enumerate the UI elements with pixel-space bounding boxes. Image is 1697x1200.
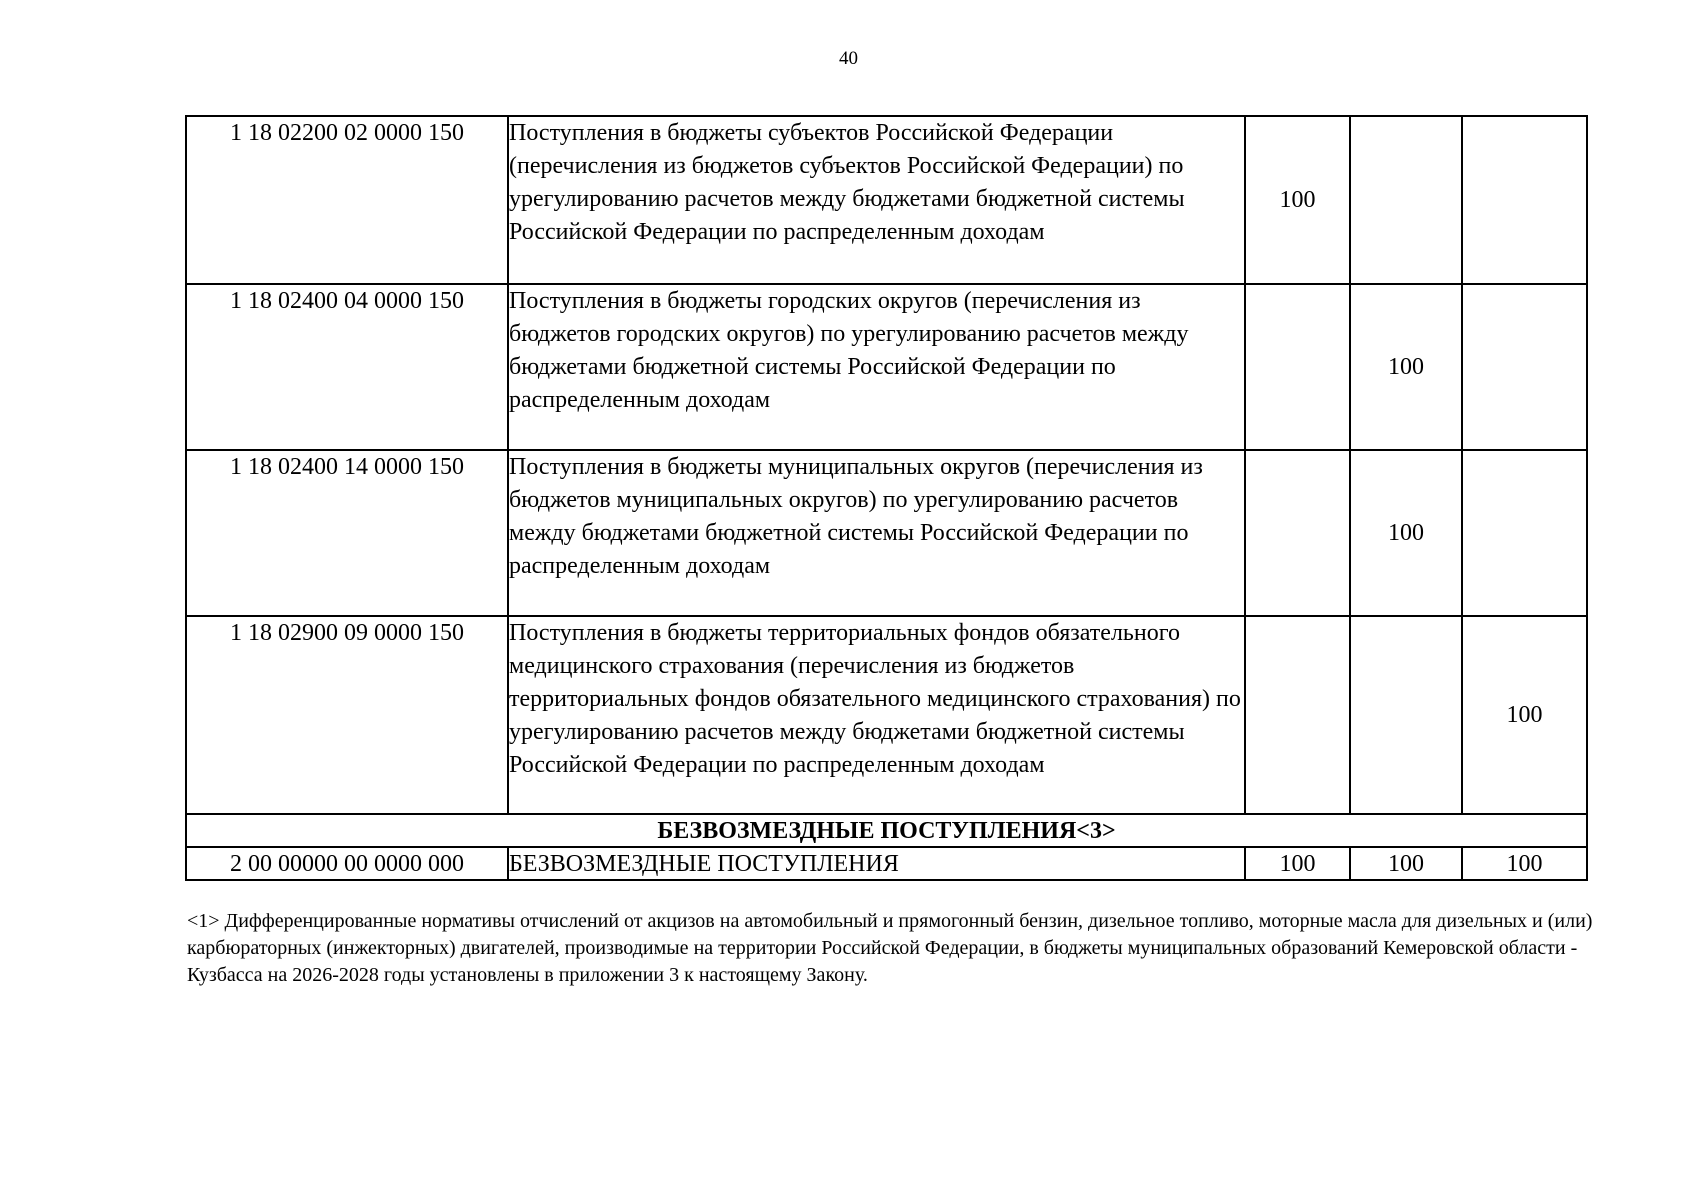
- section-heading-row: [186, 814, 1587, 847]
- revenue-code-cell: 1 18 02900 09 0000 150: [186, 616, 508, 814]
- table-row: [186, 450, 1587, 616]
- value-cell-col2: [1350, 616, 1462, 814]
- revenue-code-cell: 1 18 02400 04 0000 150: [186, 284, 508, 450]
- revenue-description-cell: Поступления в бюджеты городских округов (перечисления из бюджетов городских округов) по урегулированию расчетов между бюджетами бюджетной системы Российской Федерации по распределенным доходам: [508, 284, 1245, 450]
- value-cell-col1: [1245, 284, 1350, 450]
- value-cell-col3: 100: [1462, 616, 1587, 814]
- value-cell-col3: 100: [1462, 847, 1587, 880]
- revenue-code-cell: 1 18 02400 14 0000 150: [186, 450, 508, 616]
- value-cell-col2: 100: [1350, 284, 1462, 450]
- revenue-code-cell: 1 18 02200 02 0000 150: [186, 116, 508, 284]
- value-cell-col1: [1245, 616, 1350, 814]
- table-row: [186, 116, 1587, 284]
- value-cell-col1: [1245, 450, 1350, 616]
- revenue-table: [185, 115, 1588, 881]
- footnote: <1> Дифференцированные нормативы отчислений от акцизов на автомобильный и прямогонный бензин, дизельное топливо, моторные масла для дизельных и (или) карбюраторных (инжекторных) двигателей, производимые на территории Российской Федерации, в бюджеты муниципальных образований Кемеровской области - Кузбасса на 2026-2028 годы установлены в приложении 3 к настоящему Закону.: [187, 910, 1593, 986]
- revenue-description-cell: Поступления в бюджеты субъектов Российской Федерации (перечисления из бюджетов субъектов Российской Федерации) по урегулированию расчетов между бюджетами бюджетной системы Российской Федерации по распределенным доходам: [508, 116, 1245, 284]
- value-cell-col1: 100: [1245, 847, 1350, 880]
- value-cell-col2: [1350, 116, 1462, 284]
- total-row: [186, 847, 1587, 880]
- value-cell-col2: 100: [1350, 450, 1462, 616]
- value-cell-col1: 100: [1245, 116, 1350, 284]
- revenue-description-cell: Поступления в бюджеты муниципальных округов (перечисления из бюджетов муниципальных округов) по урегулированию расчетов между бюджетами бюджетной системы Российской Федерации по распределенным доходам: [508, 450, 1245, 616]
- revenue-description-cell: Поступления в бюджеты территориальных фондов обязательного медицинского страхования (перечисления из бюджетов территориальных фондов обязательного медицинского страхования) по урегулированию расчетов между бюджетами бюджетной системы Российской Федерации по распределенным доходам: [508, 616, 1245, 814]
- table-row: [186, 284, 1587, 450]
- page-number: 40: [839, 48, 858, 69]
- value-cell-col3: [1462, 116, 1587, 284]
- revenue-description-cell: БЕЗВОЗМЕЗДНЫЕ ПОСТУПЛЕНИЯ: [508, 847, 1245, 880]
- value-cell-col2: 100: [1350, 847, 1462, 880]
- table-row: [186, 616, 1587, 814]
- section-heading: БЕЗВОЗМЕЗДНЫЕ ПОСТУПЛЕНИЯ<3>: [186, 814, 1587, 847]
- value-cell-col3: [1462, 284, 1587, 450]
- revenue-code-cell: 2 00 00000 00 0000 000: [186, 847, 508, 880]
- value-cell-col3: [1462, 450, 1587, 616]
